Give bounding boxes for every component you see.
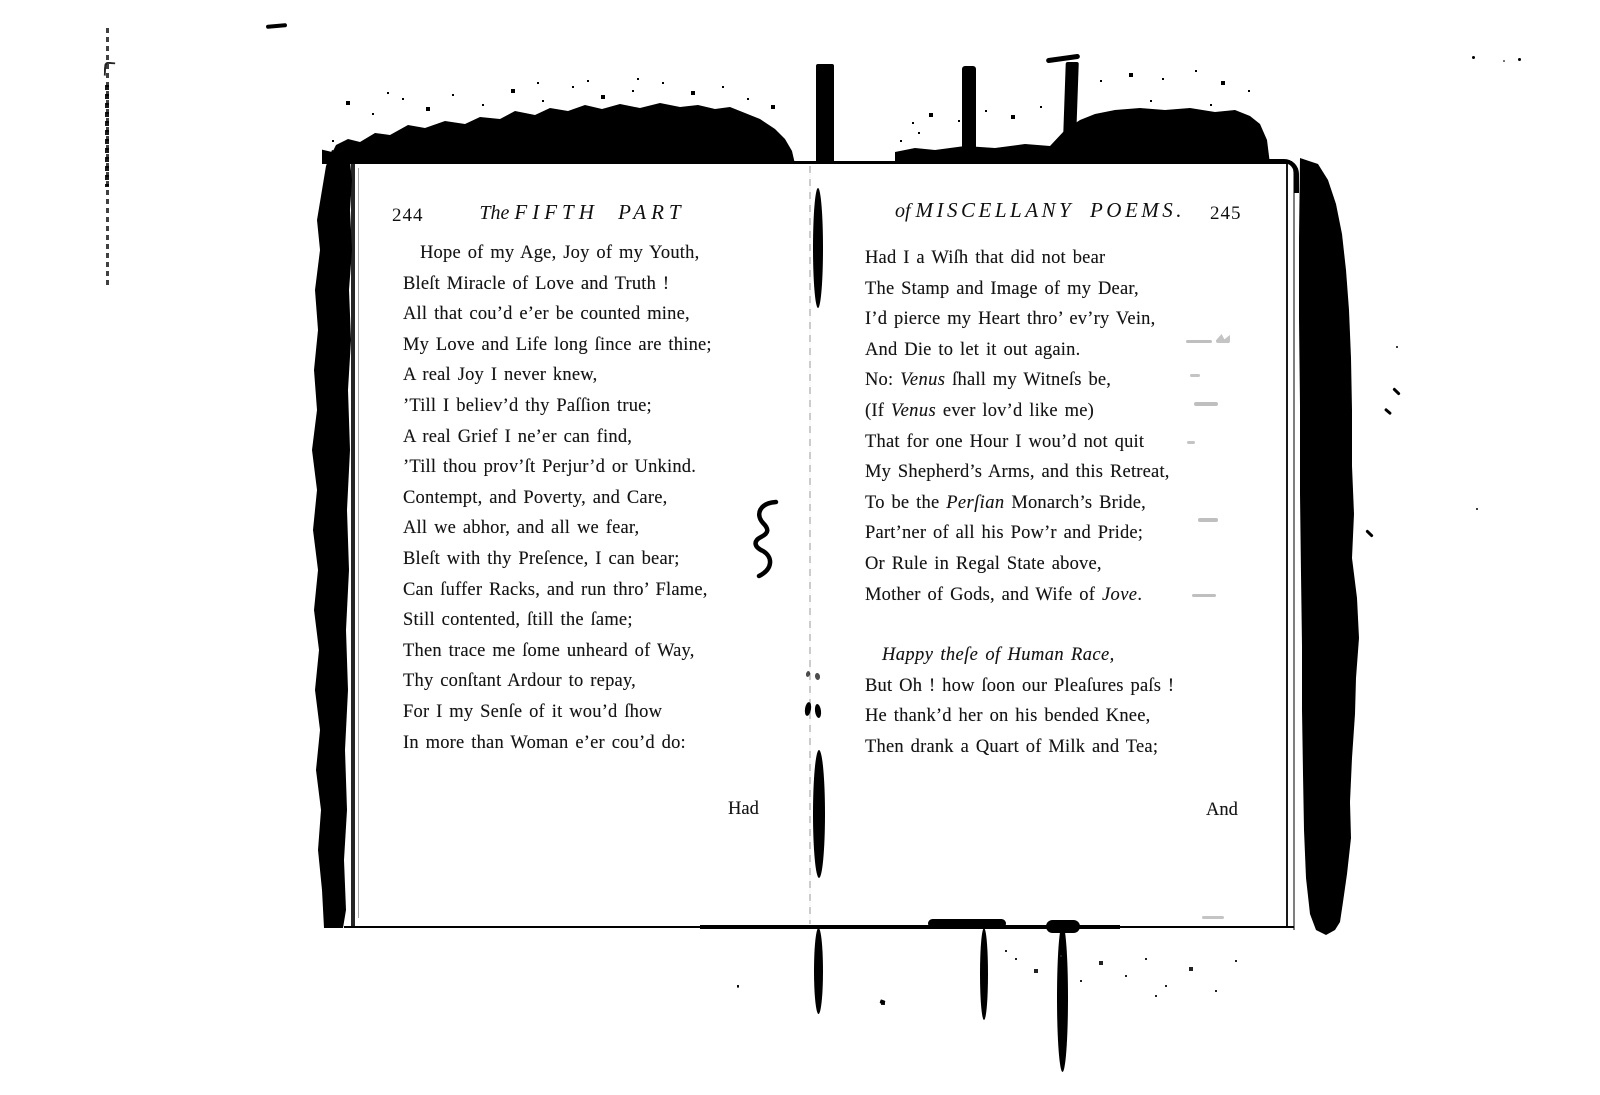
poem-line: Then drank a Quart of Milk and Tea; (865, 736, 1159, 757)
ink-drip-spine-upper (813, 188, 823, 308)
poem-line: Can ſuffer Racks, and run thro’ Flame, (403, 579, 708, 600)
left-page-poem (403, 238, 712, 758)
margin-ghost-mark-7 (1202, 916, 1224, 919)
margin-tick-3 (1365, 529, 1373, 537)
poem-line: Part’ner of all his Pow’r and Pride; (865, 523, 1144, 544)
right-page-poem-stanza-2 (865, 640, 1174, 762)
margin-ghost-mark-5 (1198, 518, 1218, 522)
margin-ghost-mark-6 (1192, 594, 1216, 597)
poem-line: Had I a Wiſh that did not bear (865, 248, 1106, 268)
poem-line: To be the Perſian Monarch’s Bride, (865, 492, 1146, 513)
poem-line: But Oh ! how ſoon our Pleaſures paſs ! (865, 675, 1175, 696)
poem-line: That for one Hour I wou’d not quit (865, 431, 1145, 452)
poem-line: He thank’d her on his bended Knee, (865, 706, 1151, 727)
left-running-head (455, 200, 710, 225)
poem-line: All that cou’d e’er be counted mine, (403, 304, 690, 325)
left-fore-edge-band (312, 150, 356, 928)
ink-spike-spine-top (816, 64, 834, 164)
poem-line: In more than Woman e’er cou’d do: (403, 732, 686, 753)
poem-line: My Love and Life long ſince are thine; (403, 334, 712, 355)
right-page-poem-stanza-1 (865, 243, 1170, 610)
left-margin-r-mark (104, 62, 116, 77)
poem-line: No: Venus ſhall my Witneſs be, (865, 370, 1112, 391)
ink-drip-bottom-2 (980, 928, 988, 1020)
poem-line: Hope of my Age, Joy of my Youth, (420, 243, 700, 263)
margin-speck-2 (1476, 508, 1478, 510)
ink-speckle-field-top-right (900, 140, 902, 142)
running-head-lead: of (894, 200, 911, 222)
left-margin-dotted-line-heavy (105, 85, 109, 187)
poem-line: (If Venus ever lov’d like me) (865, 400, 1094, 421)
poem-line: A real Grief I ne’er can find, (403, 426, 633, 447)
top-right-speck-1 (1472, 56, 1475, 59)
poem-line: Thy conſtant Ardour to repay, (403, 671, 636, 692)
poem-line: Still contented, ſtill the ſame; (403, 610, 633, 631)
top-right-speck-2 (1503, 60, 1505, 62)
below-page-speck-2 (879, 999, 885, 1004)
poem-line: Contempt, and Poverty, and Care, (403, 487, 668, 508)
poem-line: Mother of Gods, and Wife of Jove. (865, 584, 1143, 605)
ink-speckle-field-bottom (1005, 950, 1007, 952)
poem-line: ’Till I believ’d thy Paſſion true; (403, 395, 652, 416)
poem-line: Bleſt with thy Preſence, I can bear; (403, 548, 680, 569)
ink-drip-spine-lower (813, 750, 825, 878)
ink-speckle-field-top-left (332, 140, 334, 142)
poem-line: A real Joy I never knew, (403, 365, 598, 386)
left-catchword: Had (728, 799, 759, 819)
running-head-title: FIFTH PART (514, 200, 686, 224)
poem-line: My Shepherd’s Arms, and this Retreat, (865, 462, 1170, 483)
page-bottom-edge-bump (928, 919, 1006, 928)
poem-line: All we abhor, and all we fear, (403, 518, 640, 539)
right-edge-ink-blotch (1298, 158, 1362, 938)
margin-speck-1 (1396, 346, 1398, 348)
ink-brace-squiggle (750, 498, 784, 588)
ink-blob-bottom-3 (1046, 920, 1080, 933)
right-page-number: 245 (1210, 203, 1242, 224)
margin-ghost-mark-2 (1190, 374, 1200, 377)
right-catchword: And (1206, 800, 1238, 820)
margin-tick-2 (1384, 408, 1392, 415)
right-page-edge-line-1 (1286, 164, 1288, 926)
poem-line: Happy theſe of Human Race, (882, 645, 1115, 665)
margin-tick-1 (1392, 387, 1400, 395)
left-page-fold-line-2 (358, 168, 359, 918)
below-page-speck-1 (737, 985, 739, 988)
poem-line: The Stamp and Image of my Dear, (865, 278, 1139, 299)
top-left-dash-mark (266, 23, 287, 29)
margin-ghost-mark-1 (1186, 340, 1212, 343)
ink-smudge-top-right (895, 100, 1270, 164)
poem-line: Or Rule in Regal State above, (865, 553, 1102, 574)
running-head-title: MISCELLANY POEMS. (915, 198, 1186, 222)
ink-drip-bottom-spine (814, 928, 823, 1014)
poem-line: Then trace me ſome unheard of Way, (403, 640, 695, 661)
left-page-fold-line (351, 158, 355, 926)
left-page-number: 244 (392, 205, 424, 226)
margin-ghost-mark-3 (1194, 402, 1218, 406)
margin-ghost-mark-4 (1187, 441, 1195, 444)
poem-line: And Die to let it out again. (865, 339, 1081, 360)
right-page-edge-line-2 (1293, 164, 1295, 930)
poem-line: ’Till thou prov’ſt Perjur’d or Unkind. (403, 457, 697, 478)
ink-smudge-top-left (330, 95, 795, 164)
ink-spike-top-1 (962, 66, 976, 164)
poem-line: Bleſt Miracle of Love and Truth ! (403, 273, 670, 294)
running-head-lead: The (479, 202, 510, 224)
top-right-speck-3 (1518, 58, 1521, 61)
right-running-head (890, 198, 1190, 223)
spine-gutter-line (809, 166, 811, 924)
ink-drip-bottom-3 (1057, 924, 1068, 1072)
poem-line: I’d pierce my Heart thro’ ev’ry Vein, (865, 309, 1156, 330)
poem-line: For I my Senſe of it wou’d ſhow (403, 701, 663, 722)
